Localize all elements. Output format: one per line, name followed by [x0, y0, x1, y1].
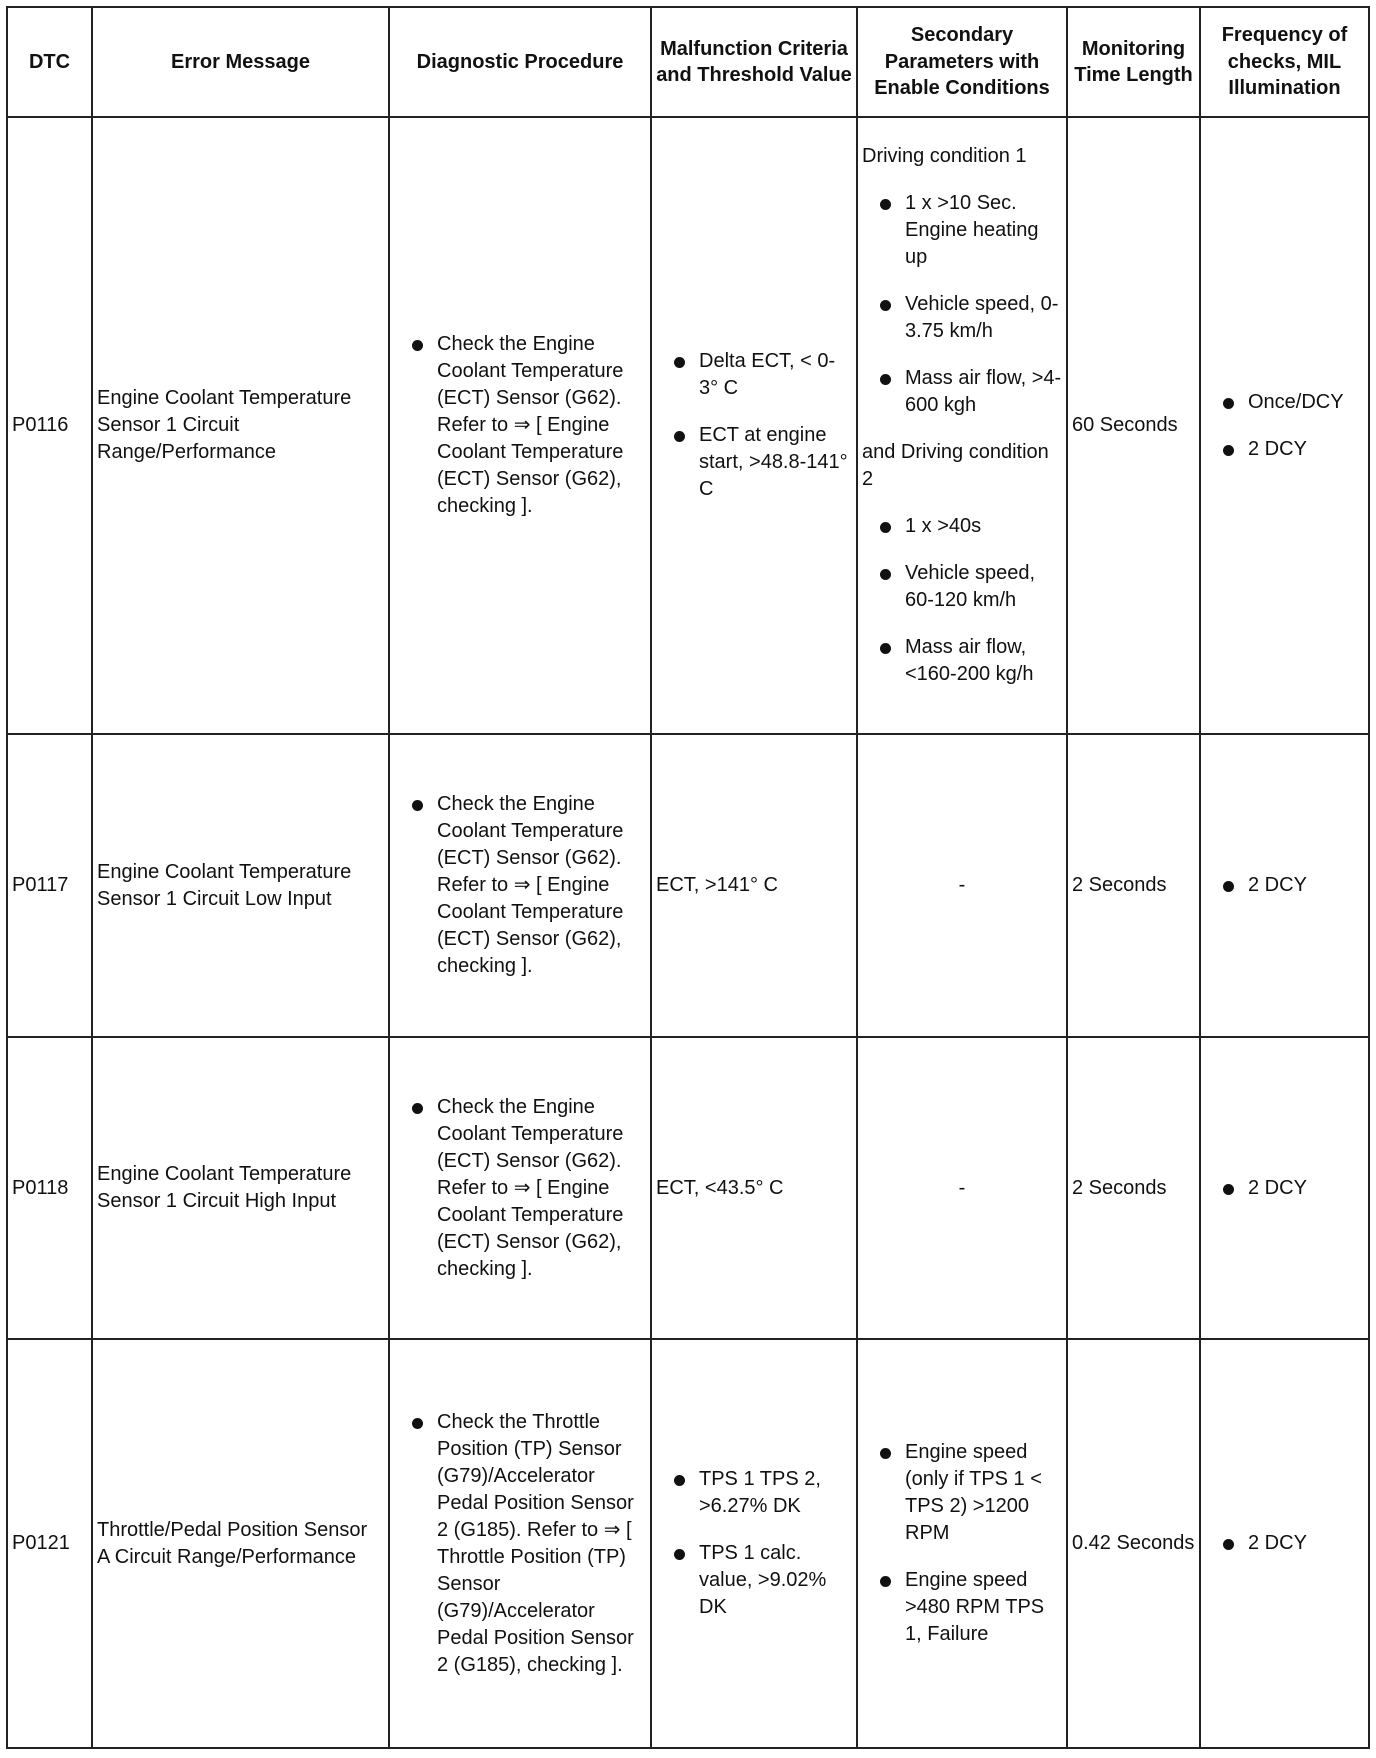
- frequency-item: 2 DCY: [1205, 872, 1364, 899]
- dtc-code: P0121: [7, 1339, 92, 1748]
- header-error-message: Error Message: [92, 7, 389, 117]
- frequency-item: Once/DCY: [1205, 389, 1364, 416]
- malfunction-criteria: [651, 1339, 857, 1748]
- table-row: [7, 734, 1369, 1037]
- frequency-item: 2 DCY: [1205, 436, 1364, 463]
- dtc-code: P0116: [7, 117, 92, 734]
- frequency-list: [1205, 389, 1364, 463]
- header-row: [7, 7, 1369, 117]
- secondary-parameters: [857, 117, 1067, 734]
- criteria-list: [656, 348, 852, 503]
- condition-item: Engine speed >480 RPM TPS 1, Failure: [862, 1567, 1062, 1648]
- dtc-table: [6, 6, 1370, 1749]
- diagnostic-procedure: [389, 117, 651, 734]
- procedure-item: Check the Engine Coolant Temperature (ECT) Sensor (G62). Refer to ⇒ [ Engine Coolant Temperature (ECT) Sensor (G62), checking ].: [394, 1094, 646, 1283]
- diagnostic-procedure: [389, 734, 651, 1037]
- header-malfunction-criteria: Malfunction Criteria and Threshold Value: [651, 7, 857, 117]
- table-row: [7, 1037, 1369, 1339]
- dtc-code: P0118: [7, 1037, 92, 1339]
- monitoring-time: 0.42 Seconds: [1067, 1339, 1200, 1748]
- criteria-item: TPS 1 calc. value, >9.02% DK: [656, 1540, 852, 1621]
- criteria-item: ECT at engine start, >48.8-141° C: [656, 422, 852, 503]
- condition-item: Vehicle speed, 0-3.75 km/h: [862, 291, 1062, 345]
- header-dtc: DTC: [7, 7, 92, 117]
- criteria-item: TPS 1 TPS 2, >6.27% DK: [656, 1466, 852, 1520]
- condition-item: Engine speed (only if TPS 1 < TPS 2) >1200 RPM: [862, 1439, 1062, 1547]
- error-message: Throttle/Pedal Position Sensor A Circuit Range/Performance: [92, 1339, 389, 1748]
- table-row: [7, 1339, 1369, 1748]
- criteria-item: Delta ECT, < 0-3° C: [656, 348, 852, 402]
- procedure-item: Check the Engine Coolant Temperature (ECT) Sensor (G62). Refer to ⇒ [ Engine Coolant Temperature (ECT) Sensor (G62), checking ].: [394, 791, 646, 980]
- condition-list: [862, 1439, 1062, 1648]
- secondary-parameters: -: [857, 1037, 1067, 1339]
- monitoring-time: 2 Seconds: [1067, 1037, 1200, 1339]
- condition-item: 1 x >10 Sec. Engine heating up: [862, 190, 1062, 271]
- condition-item: Vehicle speed, 60-120 km/h: [862, 560, 1062, 614]
- error-message: Engine Coolant Temperature Sensor 1 Circuit Range/Performance: [92, 117, 389, 734]
- frequency-list: [1205, 1175, 1364, 1202]
- header-monitoring-time: Monitoring Time Length: [1067, 7, 1200, 117]
- malfunction-criteria: [651, 117, 857, 734]
- table-row: [7, 117, 1369, 734]
- frequency: [1200, 117, 1369, 734]
- procedure-item: Check the Engine Coolant Temperature (ECT) Sensor (G62). Refer to ⇒ [ Engine Coolant Temperature (ECT) Sensor (G62), checking ].: [394, 331, 646, 520]
- condition-list: [862, 513, 1062, 688]
- procedure-list: [394, 791, 646, 980]
- procedure-list: [394, 1409, 646, 1679]
- error-message: Engine Coolant Temperature Sensor 1 Circuit High Input: [92, 1037, 389, 1339]
- dtc-code: P0117: [7, 734, 92, 1037]
- frequency-item: 2 DCY: [1205, 1530, 1364, 1557]
- header-diagnostic-procedure: Diagnostic Procedure: [389, 7, 651, 117]
- frequency-list: [1205, 1530, 1364, 1557]
- condition-item: Mass air flow, >4-600 kgh: [862, 365, 1062, 419]
- procedure-list: [394, 1094, 646, 1283]
- procedure-item: Check the Throttle Position (TP) Sensor (G79)/Accelerator Pedal Position Sensor 2 (G185). Refer to ⇒ [ Throttle Position (TP) Sensor (G79)/Accelerator Pedal Position Sensor 2 (G185), checking ].: [394, 1409, 646, 1679]
- header-frequency: Frequency of checks, MIL Illumination: [1200, 7, 1369, 117]
- frequency-item: 2 DCY: [1205, 1175, 1364, 1202]
- header-secondary-parameters: Secondary Parameters with Enable Conditions: [857, 7, 1067, 117]
- secondary-parameters: -: [857, 734, 1067, 1037]
- monitoring-time: 60 Seconds: [1067, 117, 1200, 734]
- condition-item: 1 x >40s: [862, 513, 1062, 540]
- frequency: [1200, 734, 1369, 1037]
- monitoring-time: 2 Seconds: [1067, 734, 1200, 1037]
- frequency: [1200, 1037, 1369, 1339]
- malfunction-criteria: ECT, <43.5° C: [651, 1037, 857, 1339]
- condition-label: and Driving condition 2: [862, 441, 1049, 490]
- secondary-parameters: [857, 1339, 1067, 1748]
- procedure-list: [394, 331, 646, 520]
- condition-label: Driving condition 1: [862, 145, 1027, 167]
- criteria-list: [656, 1466, 852, 1621]
- diagnostic-procedure: [389, 1037, 651, 1339]
- diagnostic-procedure: [389, 1339, 651, 1748]
- condition-item: Mass air flow, <160-200 kg/h: [862, 634, 1062, 688]
- condition-list: [862, 190, 1062, 419]
- frequency: [1200, 1339, 1369, 1748]
- error-message: Engine Coolant Temperature Sensor 1 Circuit Low Input: [92, 734, 389, 1037]
- malfunction-criteria: ECT, >141° C: [651, 734, 857, 1037]
- frequency-list: [1205, 872, 1364, 899]
